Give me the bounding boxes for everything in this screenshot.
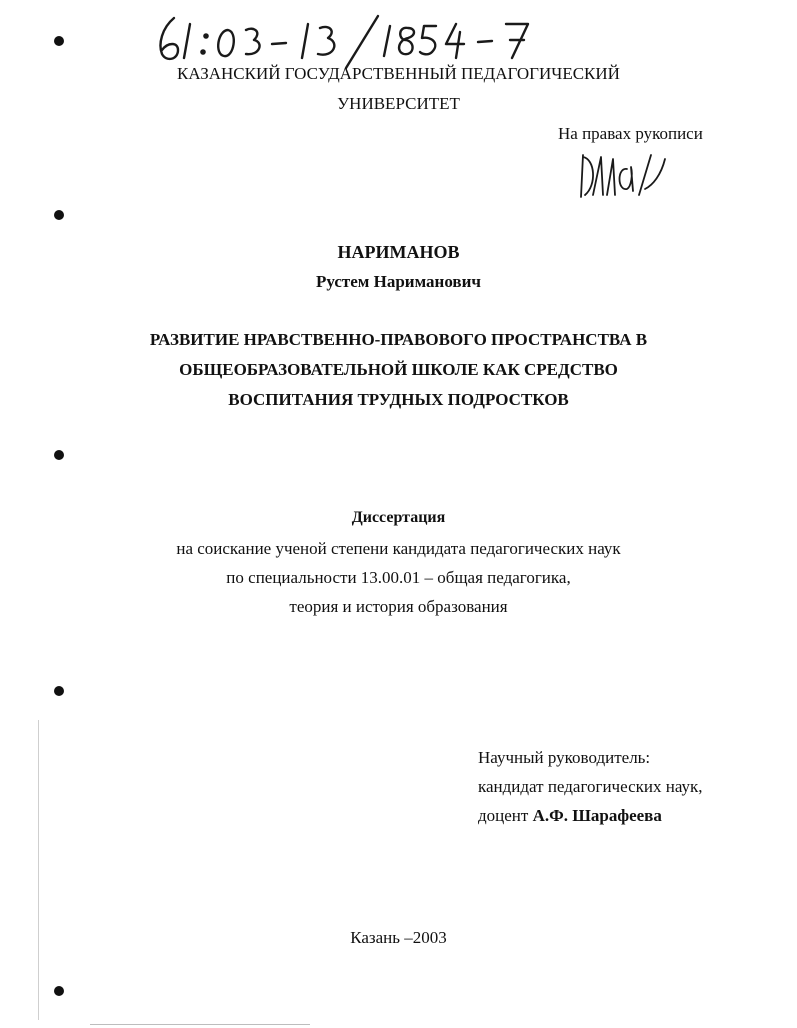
university-name-line1: КАЗАНСКИЙ ГОСУДАРСТВЕННЫЙ ПЕДАГОГИЧЕСКИЙ (177, 64, 620, 83)
rights-note: На правах рукописи (558, 124, 703, 143)
binder-hole-4 (54, 686, 64, 696)
title-line1: РАЗВИТИЕ НРАВСТВЕННО-ПРАВОВОГО ПРОСТРАНСТВА В (149, 330, 648, 349)
binder-hole-2 (54, 210, 64, 220)
binder-hole-5 (54, 986, 64, 996)
supervisor-name: А.Ф. Шарафеева (532, 806, 662, 825)
author-name: Рустем Нариманович (315, 272, 481, 291)
author-surname: НАРИМАНОВ (337, 242, 460, 262)
supervisor-degree: кандидат педагогических наук, (478, 777, 703, 796)
university-name-line2: УНИВЕРСИТЕТ (337, 94, 460, 113)
scan-bottom-line (90, 1024, 310, 1025)
supervisor-title (478, 806, 662, 826)
dissertation-line3: теория и история образования (289, 597, 508, 616)
binder-hole-3 (54, 450, 64, 460)
city-year: Казань –2003 (350, 928, 447, 947)
supervisor-rank: доцент (478, 806, 529, 825)
dissertation-label: Диссертация (351, 509, 446, 526)
scan-edge-line (38, 720, 39, 1020)
author-signature (575, 145, 670, 210)
dissertation-line1: на соискание ученой степени кандидата педагогических наук (176, 539, 621, 558)
handwritten-catalog-number (150, 10, 550, 70)
title-line2: ОБЩЕОБРАЗОВАТЕЛЬНОЙ ШКОЛЕ КАК СРЕДСТВО (179, 360, 618, 379)
binder-hole-1 (54, 36, 64, 46)
dissertation-line2: по специальности 13.00.01 – общая педагогика, (226, 568, 571, 587)
title-line3: ВОСПИТАНИЯ ТРУДНЫХ ПОДРОСТКОВ (228, 390, 569, 409)
supervisor-heading: Научный руководитель: (478, 748, 651, 767)
